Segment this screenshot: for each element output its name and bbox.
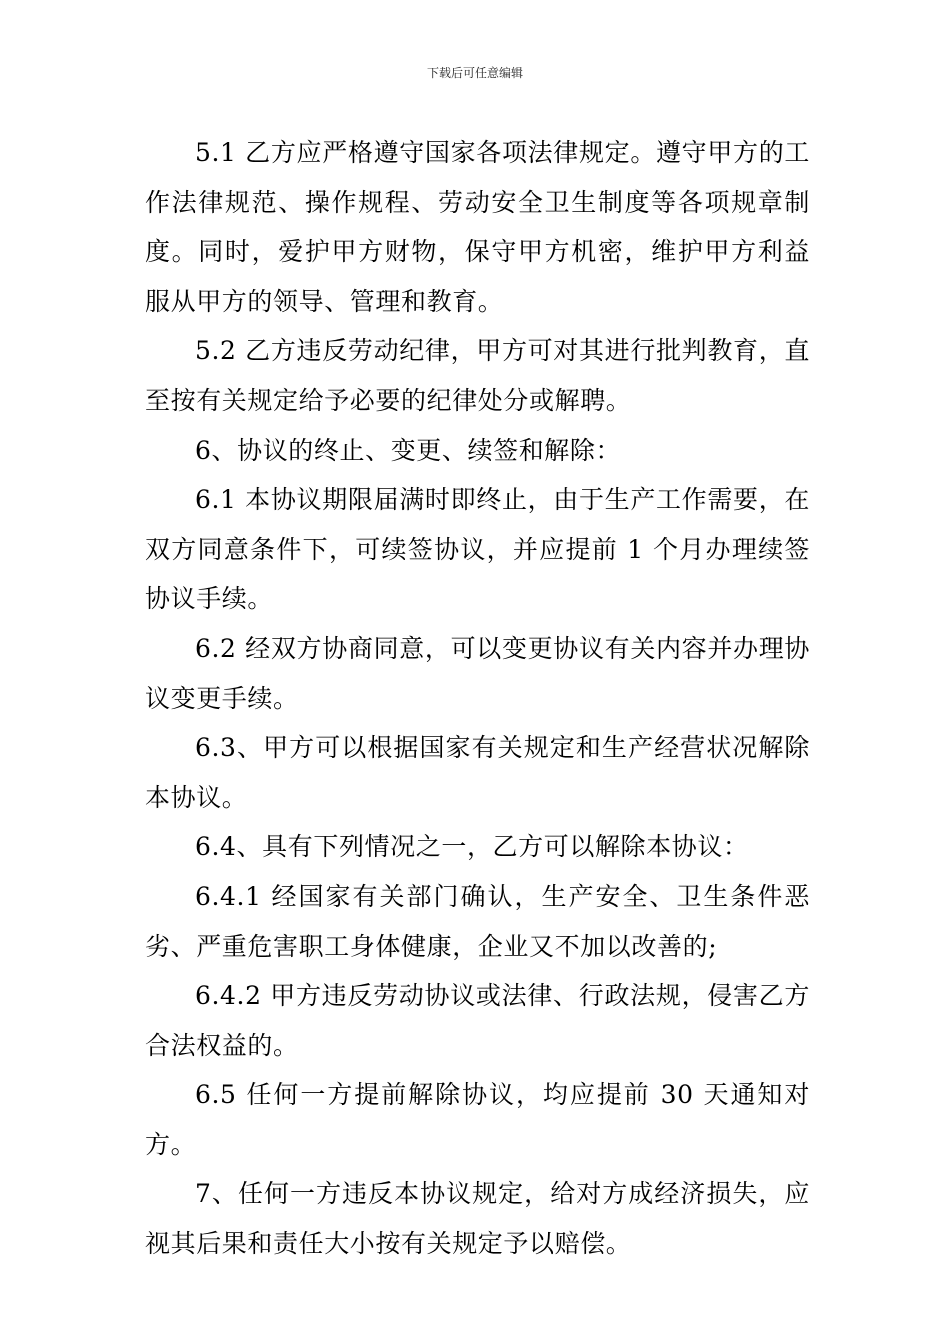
line: 服从甲方的领导、管理和教育。 [145, 286, 504, 316]
line: 议手续。 [170, 584, 274, 614]
paragraph-5-1 [145, 128, 810, 326]
line: 6.2 经双方协商同意，可以变更协议有关内容并办理协 [195, 633, 810, 663]
line: 合法权益的。 [145, 1030, 299, 1060]
document-body [145, 128, 810, 1269]
line: 5.2 乙方违反劳动纪律，甲方可对其进行批判教育，直 [195, 336, 810, 366]
paragraph-6-heading [145, 426, 810, 476]
line: 6.4.1 经国家有关部门确认，生产安全、卫生条件恶劣、 [145, 881, 810, 961]
line: 6.3、甲方可以根据国家有关规定和生产经营状况解除 [195, 733, 810, 763]
paragraph-6-4-2 [145, 971, 810, 1070]
paragraph-6-4-1 [145, 872, 810, 971]
line: 6、协议的终止、变更、续签和解除： [195, 435, 622, 465]
paragraph-7 [145, 1169, 810, 1268]
line: 6.1 本协议期限届满时即终止，由于生产工作需要，在 [195, 485, 810, 515]
line: 作法律规范、操作规程、劳动安全卫生制度等各项规章制 [145, 187, 810, 217]
line: 度。同时，爱护甲方财物，保守甲方机密，维护甲方利益 [145, 237, 810, 267]
line: 6.4、具有下列情况之一，乙方可以解除本协议： [195, 832, 749, 862]
line: 5.1 乙方应严格遵守国家各项法律规定。遵守甲方的工 [195, 138, 810, 167]
paragraph-6-3 [145, 723, 810, 822]
paragraph-6-1 [145, 475, 810, 624]
paragraph-6-2 [145, 624, 810, 723]
page-header: 下载后可任意编辑 [426, 66, 523, 80]
line: 双方同意条件下，可续签协议，并应提前 1 个月办理续签协 [145, 534, 810, 614]
line: 本协议。 [145, 782, 248, 812]
line: 6.5 任何一方提前解除协议，均应提前 30 天通知对方。 [145, 1080, 810, 1159]
line: 7、任何一方违反本协议规定，给对方成经济损失，应 [195, 1179, 810, 1209]
paragraph-5-2 [145, 326, 810, 425]
line: 严重危害职工身体健康，企业又不加以改善的; [196, 931, 718, 961]
line: 6.4.2 甲方违反劳动协议或法律、行政法规，侵害乙方 [195, 981, 810, 1011]
paragraph-6-4 [145, 822, 810, 872]
paragraph-6-5 [145, 1070, 810, 1169]
line: 至按有关规定给予必要的纪律处分或解聘。 [145, 385, 632, 415]
line: 视其后果和责任大小按有关规定予以赔偿。 [145, 1229, 632, 1259]
line: 议变更手续。 [145, 683, 299, 713]
